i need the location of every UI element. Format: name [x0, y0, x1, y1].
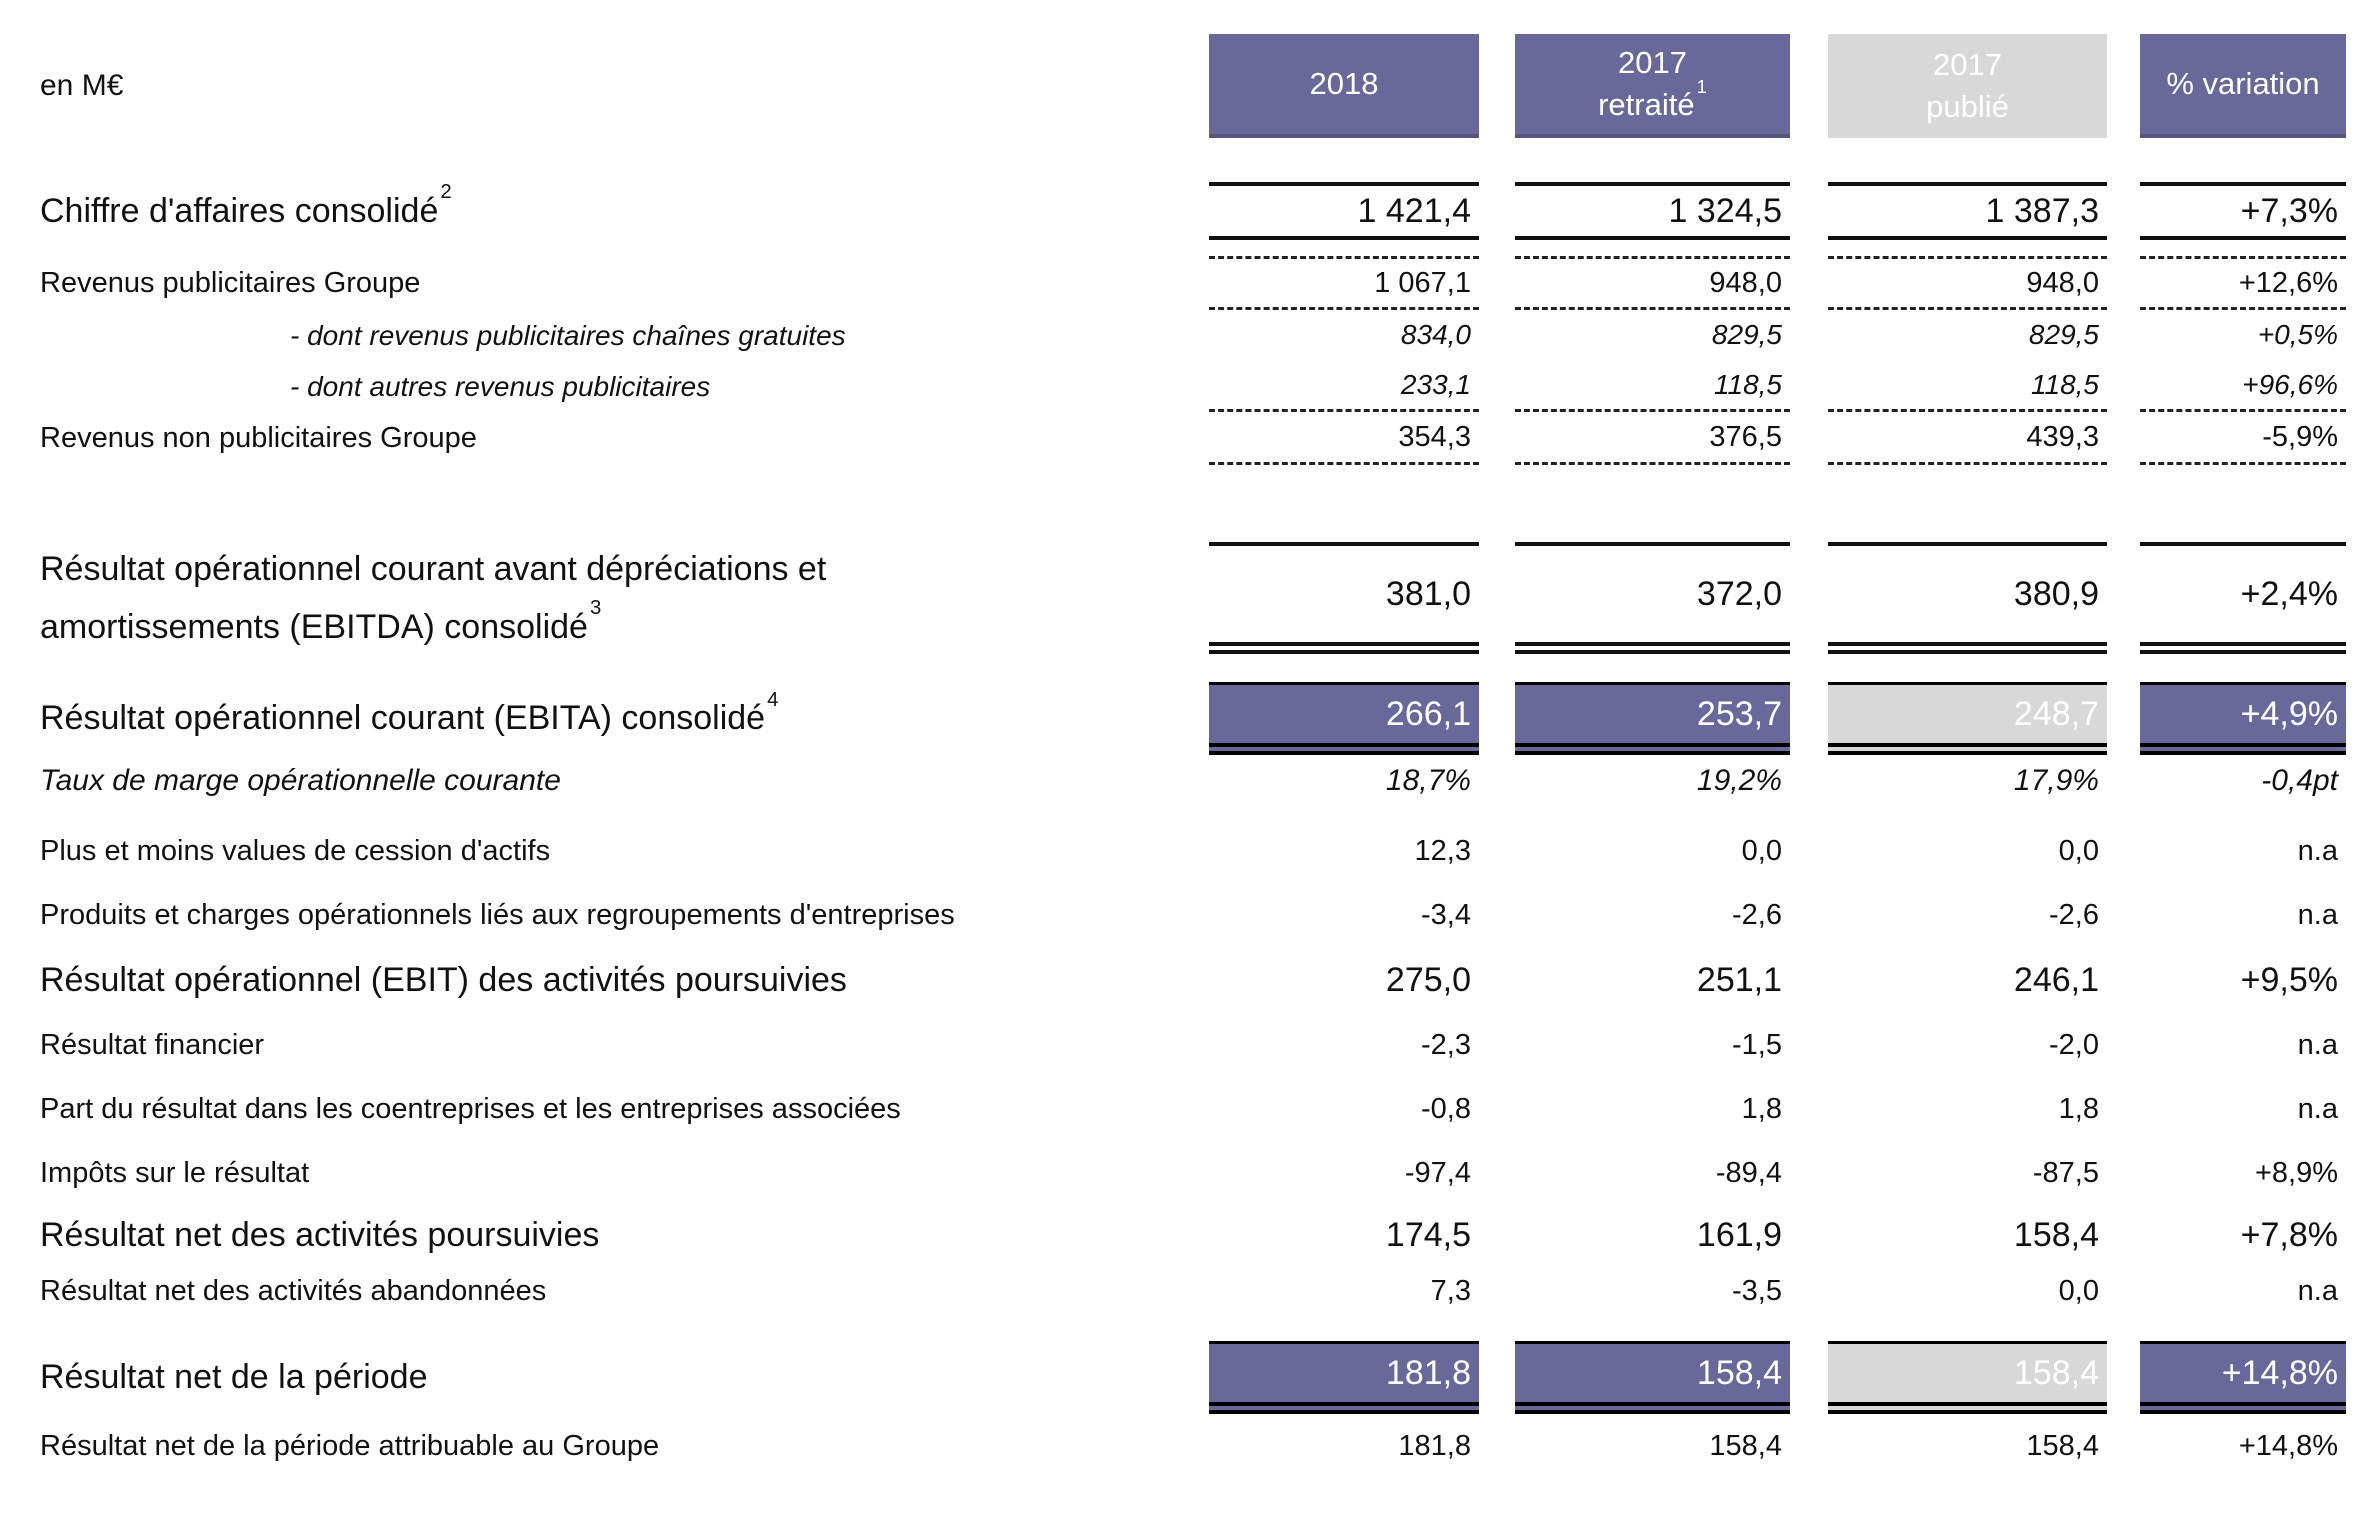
- column-header-2017-publie-line1: 2017: [1933, 47, 2002, 83]
- value-cell: 251,1: [1696, 960, 1782, 999]
- value-cell: 174,5: [1385, 1215, 1471, 1254]
- value-cell: +7,8%: [2240, 1215, 2338, 1254]
- value-cell: 181,8: [1209, 1341, 1479, 1414]
- value-cell: 181,8: [1398, 1429, 1471, 1462]
- table-header: [0, 34, 2366, 138]
- value-cell: -3,4: [1421, 898, 1471, 931]
- value-cell: 1 067,1: [1209, 256, 1479, 310]
- column-header-2018: [1209, 34, 1479, 138]
- footnote-ref-1: 1: [1696, 76, 1707, 98]
- value-cell: 380,9: [1828, 542, 2107, 654]
- table-row: [0, 682, 2366, 755]
- value-cell: 381,0: [1209, 542, 1479, 654]
- value-cell: 17,9%: [2013, 764, 2099, 797]
- value-cell: +7,3%: [2140, 182, 2346, 240]
- value-cell: 12,3: [1414, 834, 1471, 867]
- value-cell: +0,5%: [2257, 319, 2338, 350]
- table-body: [0, 182, 2366, 1478]
- column-header-variation: [2140, 34, 2346, 138]
- value-cell: -0,8: [1421, 1092, 1471, 1125]
- value-cell: -89,4: [1715, 1156, 1782, 1189]
- value-cell: 266,1: [1209, 682, 1479, 755]
- table-row: [0, 819, 2366, 883]
- row-label: Taux de marge opérationnelle courante: [40, 764, 561, 798]
- value-cell: +96,6%: [2140, 360, 2346, 412]
- value-cell: -2,6: [2049, 898, 2099, 931]
- footnote-ref-3: 3: [589, 597, 602, 620]
- value-cell: 1 324,5: [1515, 182, 1790, 240]
- value-cell: -3,5: [1732, 1274, 1782, 1307]
- value-cell: +12,6%: [2140, 256, 2346, 310]
- row-label: Résultat net des activités poursuivies: [40, 1215, 600, 1254]
- table-row: [0, 256, 2366, 310]
- column-header-2017-retraite-line2: retraité$^1$: [1598, 76, 1707, 122]
- row-label: Revenus publicitaires Groupe: [40, 266, 421, 299]
- row-label: Revenus non publicitaires Groupe: [40, 422, 477, 455]
- row-label: Plus et moins values de cession d'actifs: [40, 834, 551, 867]
- value-cell: -2,3: [1421, 1028, 1471, 1061]
- column-header-2017-publie: [1828, 34, 2107, 138]
- table-row: [0, 947, 2366, 1013]
- value-cell: 158,4: [1515, 1341, 1790, 1414]
- value-cell: n.a: [2297, 898, 2338, 931]
- table-row: [0, 1265, 2366, 1317]
- value-cell: 253,7: [1515, 682, 1790, 755]
- column-header-2017-publie-line2: publié: [1926, 89, 2009, 124]
- value-cell: 158,4: [1709, 1429, 1782, 1462]
- table-row: [0, 1341, 2366, 1414]
- row-label: Impôts sur le résultat: [40, 1156, 310, 1189]
- value-cell: 0,0: [2058, 834, 2099, 867]
- value-cell: 829,5: [2028, 319, 2099, 350]
- row-label: - dont revenus publicitaires chaînes gratuites: [290, 319, 846, 351]
- value-cell: 246,1: [2013, 960, 2099, 999]
- table-row: [0, 310, 2366, 360]
- value-cell: n.a: [2297, 1274, 2338, 1307]
- financial-results-table: [0, 34, 2366, 1534]
- row-label: Résultat net de la période attribuable au Groupe: [40, 1429, 660, 1462]
- row-label: Résultat financier: [40, 1028, 265, 1061]
- value-cell: n.a: [2297, 1028, 2338, 1061]
- table-row: [0, 1013, 2366, 1077]
- value-cell: -0,4pt: [2261, 764, 2338, 797]
- value-cell: +9,5%: [2240, 960, 2338, 999]
- footnote-ref-2: 2: [440, 181, 452, 204]
- value-cell: 18,7%: [1385, 764, 1471, 797]
- value-cell: 158,4: [2013, 1215, 2099, 1254]
- row-label: Chiffre d'affaires consolidé$^2$: [40, 181, 452, 230]
- table-row: [0, 1077, 2366, 1141]
- row-label: - dont autres revenus publicitaires: [290, 370, 711, 402]
- value-cell: 1 421,4: [1209, 182, 1479, 240]
- table-row: [0, 883, 2366, 947]
- value-cell: 0,0: [1741, 834, 1782, 867]
- value-cell: 948,0: [1515, 256, 1790, 310]
- value-cell: 118,5: [1828, 360, 2107, 412]
- unit-label: en M€: [40, 69, 124, 103]
- value-cell: 1,8: [1741, 1092, 1782, 1125]
- table-row: [0, 1141, 2366, 1205]
- row-label: Résultat opérationnel courant avant dépréciations et amortissements (EBITDA) consolidé$^3$: [40, 549, 827, 646]
- value-cell: +8,9%: [2254, 1156, 2338, 1189]
- table-row: [0, 542, 2366, 654]
- table-row: [0, 182, 2366, 240]
- value-cell: 948,0: [1828, 256, 2107, 310]
- row-label: Part du résultat dans les coentreprises et les entreprises associées: [40, 1092, 901, 1125]
- value-cell: 376,5: [1515, 412, 1790, 465]
- table-row: [0, 1205, 2366, 1265]
- value-cell: 372,0: [1515, 542, 1790, 654]
- row-label: Résultat net de la période: [40, 1358, 428, 1397]
- value-cell: 248,7: [1828, 682, 2107, 755]
- value-cell: 7,3: [1430, 1274, 1471, 1307]
- column-header-2017-retraite-line1: 2017: [1618, 45, 1687, 81]
- table-row: [0, 360, 2366, 412]
- value-cell: 275,0: [1385, 960, 1471, 999]
- value-cell: 118,5: [1515, 360, 1790, 412]
- value-cell: 834,0: [1400, 319, 1471, 350]
- value-cell: 233,1: [1209, 360, 1479, 412]
- value-cell: -2,0: [2049, 1028, 2099, 1061]
- row-label: Résultat opérationnel (EBIT) des activités poursuivies: [40, 960, 847, 999]
- value-cell: 161,9: [1696, 1215, 1782, 1254]
- column-header-2017-retraite: [1515, 34, 1790, 138]
- column-header-2018-label: 2018: [1309, 66, 1379, 102]
- column-header-variation-label: % variation: [2166, 66, 2320, 102]
- table-row: [0, 755, 2366, 807]
- value-cell: -97,4: [1404, 1156, 1471, 1189]
- value-cell: -2,6: [1732, 898, 1782, 931]
- value-cell: 1 387,3: [1828, 182, 2107, 240]
- value-cell: 354,3: [1209, 412, 1479, 465]
- value-cell: 1,8: [2058, 1092, 2099, 1125]
- value-cell: -1,5: [1732, 1028, 1782, 1061]
- row-label: Résultat opérationnel courant (EBITA) consolidé$^4$: [40, 688, 779, 738]
- value-cell: 829,5: [1711, 319, 1782, 350]
- value-cell: 0,0: [2058, 1274, 2099, 1307]
- row-label: Résultat net des activités abandonnées: [40, 1274, 547, 1307]
- value-cell: 19,2%: [1696, 764, 1782, 797]
- value-cell: 158,4: [2026, 1429, 2099, 1462]
- value-cell: 439,3: [1828, 412, 2107, 465]
- table-row: [0, 1414, 2366, 1478]
- value-cell: 158,4: [1828, 1341, 2107, 1414]
- row-label: Produits et charges opérationnels liés aux regroupements d'entreprises: [40, 898, 955, 931]
- value-cell: -87,5: [2032, 1156, 2099, 1189]
- value-cell: -5,9%: [2140, 412, 2346, 465]
- value-cell: +14,8%: [2140, 1341, 2346, 1414]
- value-cell: +14,8%: [2238, 1429, 2338, 1462]
- value-cell: n.a: [2297, 1092, 2338, 1125]
- value-cell: +2,4%: [2140, 542, 2346, 654]
- footnote-ref-4: 4: [767, 688, 779, 711]
- table-row: [0, 412, 2366, 465]
- value-cell: n.a: [2297, 834, 2338, 867]
- value-cell: +4,9%: [2140, 682, 2346, 755]
